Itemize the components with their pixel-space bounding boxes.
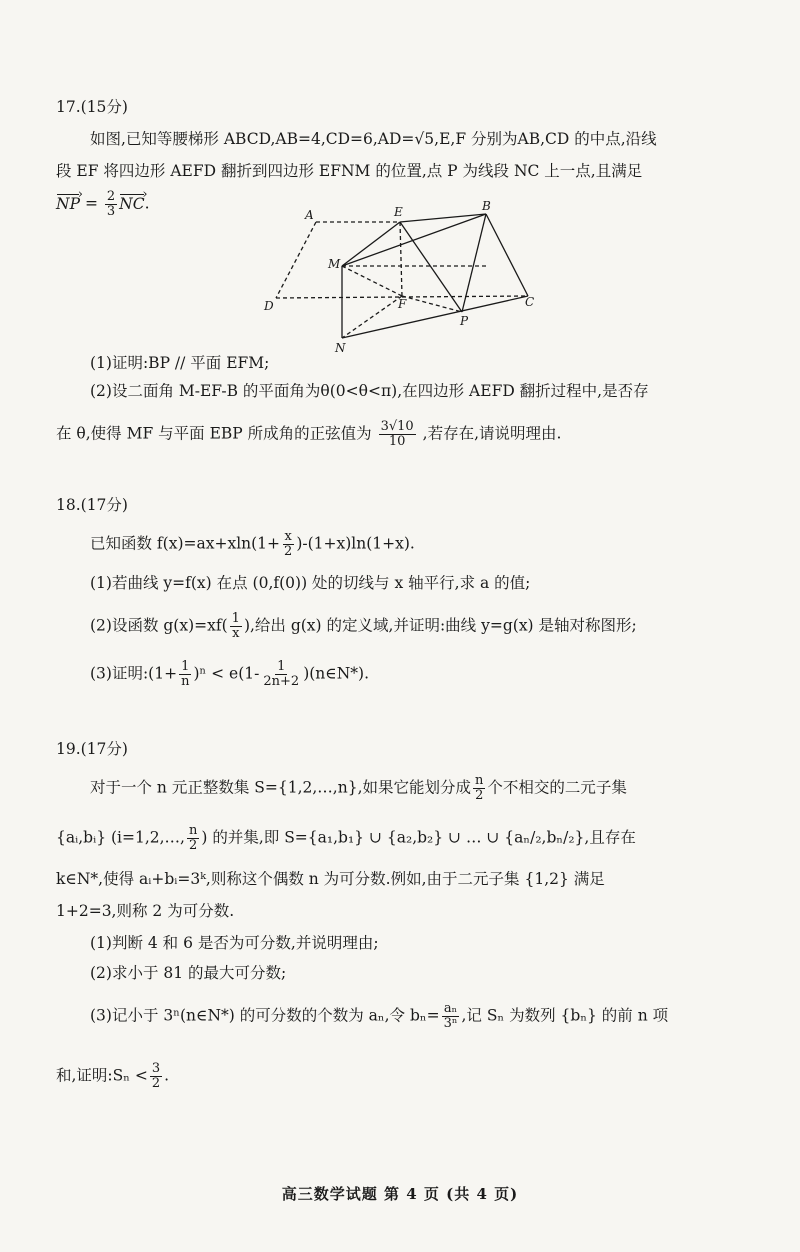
fraction-n-over-2-index: $\frac{n}{2}$	[188, 823, 198, 853]
q18-part-2: (2)设函数 g(x)=xf( $\frac{1}{x}$ ),给出 g(x) 的定义域,并证明:曲线 y=g(x) 是轴对称图形;	[90, 611, 637, 641]
fraction-1-over-n: $\frac{1}{n}$	[181, 659, 190, 689]
q17-title: 17.(15分)	[56, 98, 128, 116]
q18-part-3: (3)证明:(1+ $\frac{1}{n}$ )ⁿ < e(1- $\frac{1}{2n+2}$ )(n∈N*).	[90, 659, 370, 689]
q19-part-3b: 和,证明:Sₙ < $\frac{3}{2}$ .	[56, 1061, 170, 1091]
fraction-1-over-x: $\frac{1}{x}$	[231, 611, 240, 641]
label-b: B	[482, 199, 491, 213]
q18-part-1: (1)若曲线 y=f(x) 在点 (0,f(0)) 处的切线与 x 轴平行,求 a 的值;	[90, 574, 531, 592]
q17-stem-2: 段 EF 将四边形 AEFD 翻折到四边形 EFNM 的位置,点 P 为线段 NC 上一点,且满足	[56, 162, 643, 180]
fraction-two-thirds: $\frac{2}{3}$	[106, 189, 116, 219]
fraction-n-over-2: $\frac{n}{2}$	[475, 773, 484, 803]
label-p: P	[460, 314, 469, 328]
q17-stem-3: NP › = $\frac{2}{3}$ NC ›.	[56, 190, 760, 219]
label-d: D	[264, 299, 274, 313]
label-a: A	[305, 208, 314, 222]
q19-part-2: (2)求小于 81 的最大可分数;	[90, 964, 287, 982]
equals-sign: =	[84, 194, 98, 213]
page-footer: 高三数学试题 第 4 页 (共 4 页)	[281, 1185, 519, 1203]
q19-stem-2: {aᵢ,bᵢ} (i=1,2,…, $\frac{n}{2}$ ) 的并集,即 S={a₁,b₁} ∪ {a₂,b₂} ∪ … ∪ {aₙ/₂,bₙ/₂},且存在	[56, 823, 636, 853]
label-m: M	[328, 257, 341, 271]
q17-part-2a: (2)设二面角 M-EF-B 的平面角为θ(0<θ<π),在四边形 AEFD 翻折过程中,是否存	[90, 382, 649, 400]
q19-stem-3: k∈N*,使得 aᵢ+bᵢ=3ᵏ,则称这个偶数 n 为可分数.例如,由于二元子集 {1,2} 满足	[56, 870, 605, 888]
q17-part-2b: 在 θ,使得 MF 与平面 EBP 所成角的正弦值为 $\frac{3√10}{10}$ ,若存在,请说明理由.	[56, 419, 562, 449]
q17-stem-1: 如图,已知等腰梯形 ABCD,AB=4,CD=6,AD=√5,E,F 分别为AB,CD 的中点,沿线	[90, 130, 657, 148]
label-e: E	[394, 205, 403, 219]
q17-part-1: (1)证明:BP // 平面 EFM;	[90, 354, 270, 372]
q18-stem: 已知函数 f(x)=ax+xln(1+ $\frac{x}{2}$ )-(1+x)ln(1+x).	[90, 529, 415, 559]
q19-stem-4: 1+2=3,则称 2 为可分数.	[56, 902, 235, 920]
fraction-1-over-2n-plus-2: $\frac{1}{2n+2}$	[263, 659, 300, 689]
q19-stem-1: 对于一个 n 元正整数集 S={1,2,…,n},如果它能划分成 $\frac{n}{2}$ 个不相交的二元子集	[90, 773, 627, 803]
label-f: F	[398, 297, 407, 311]
label-c: C	[525, 295, 535, 309]
fraction-an-over-3n: $\frac{\text{aₙ}}{\text{3ⁿ}}$	[443, 1001, 458, 1031]
fraction-3-over-2: $\frac{3}{2}$	[151, 1061, 161, 1091]
q19-title: 19.(17分)	[56, 740, 128, 758]
vector-nc: NC ›	[119, 193, 144, 215]
q19-part-1: (1)判断 4 和 6 是否为可分数,并说明理由;	[90, 934, 379, 952]
q18-title: 18.(17分)	[56, 496, 128, 514]
vector-np: NP ›	[56, 193, 80, 215]
fraction-x-over-2: $\frac{x}{2}$	[284, 529, 293, 559]
q19-part-3: (3)记小于 3ⁿ(n∈N*) 的可分数的个数为 aₙ,令 bₙ= $\frac{\text{aₙ}}{\text{3ⁿ}}$ ,记 Sₙ 为数列 {bₙ} 的前 n 项	[90, 1001, 669, 1031]
label-n: N	[335, 341, 346, 355]
fraction-3root10-over-10: $\frac{3√10}{10}$	[380, 419, 414, 449]
